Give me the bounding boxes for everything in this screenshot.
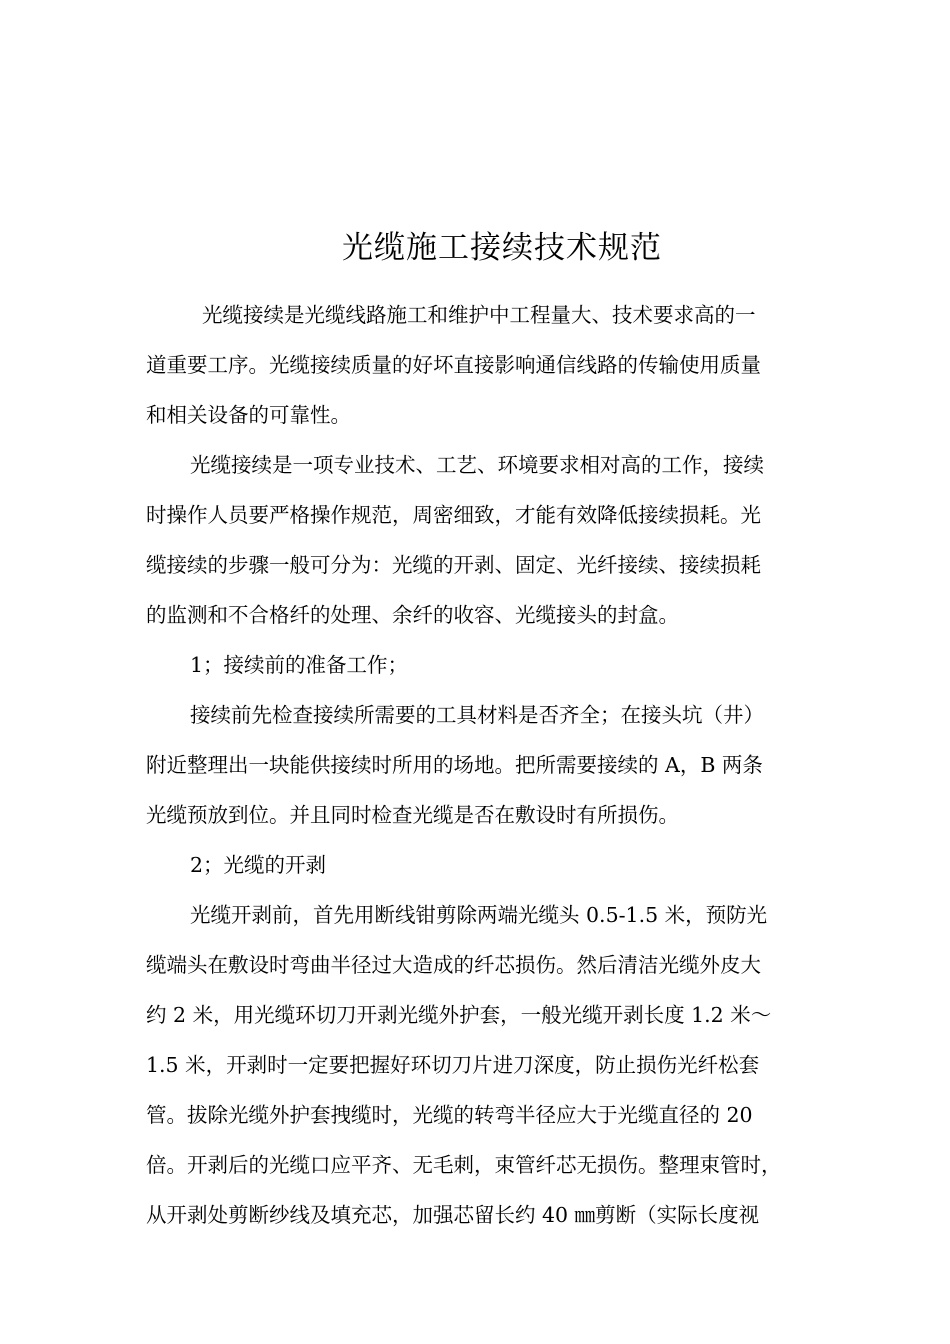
text-line: 和相关设备的可靠性。: [146, 403, 351, 427]
text-line: 管。拔除光缆外护套拽缆时，光缆的转弯半径应大于光缆直径的 20: [146, 1103, 753, 1127]
text-line: 缆接续的步骤一般可分为：光缆的开剥、固定、光纤接续、接续损耗: [146, 553, 761, 577]
text-line: 倍。开剥后的光缆口应平齐、无毛刺，束管纤芯无损伤。整理束管时，: [146, 1153, 782, 1177]
text-line: 约 2 米，用光缆环切刀开剥光缆外护套，一般光缆开剥长度 1.2 米～: [146, 1003, 772, 1027]
text-line: 道重要工序。光缆接续质量的好坏直接影响通信线路的传输使用质量: [146, 353, 761, 377]
text-line: 光缆开剥前，首先用断线钳剪除两端光缆头 0.5-1.5 米，预防光: [190, 903, 768, 927]
text-line: 1.5 米，开剥时一定要把握好环切刀片进刀深度，防止损伤光纤松套: [146, 1053, 760, 1077]
text-line: 接续前先检查接续所需要的工具材料是否齐全；在接头坑（井）: [190, 703, 764, 727]
text-line: 光缆预放到位。并且同时检查光缆是否在敷设时有所损伤。: [146, 803, 679, 827]
text-line: 附近整理出一块能供接续时所用的场地。把所需要接续的 A，B 两条: [146, 753, 763, 777]
text-line: 的监测和不合格纤的处理、余纤的收容、光缆接头的封盒。: [146, 603, 679, 627]
section-heading: 2；光缆的开剥: [190, 853, 327, 877]
text-line: 从开剥处剪断纱线及填充芯，加强芯留长约 40 ㎜剪断（实际长度视: [146, 1203, 760, 1227]
text-line: 光缆接续是一项专业技术、工艺、环境要求相对高的工作，接续: [190, 453, 764, 477]
section-heading: 1；接续前的准备工作；: [190, 653, 409, 677]
document-body: [146, 290, 812, 1240]
document-title: 光缆施工接续技术规范: [342, 230, 662, 266]
text-line: 缆端头在敷设时弯曲半径过大造成的纤芯损伤。然后清洁光缆外皮大: [146, 953, 761, 977]
text-line: 光缆接续是光缆线路施工和维护中工程量大、技术要求高的一: [202, 303, 756, 327]
text-line: 时操作人员要严格操作规范，周密细致，才能有效降低接续损耗。光: [146, 503, 761, 527]
